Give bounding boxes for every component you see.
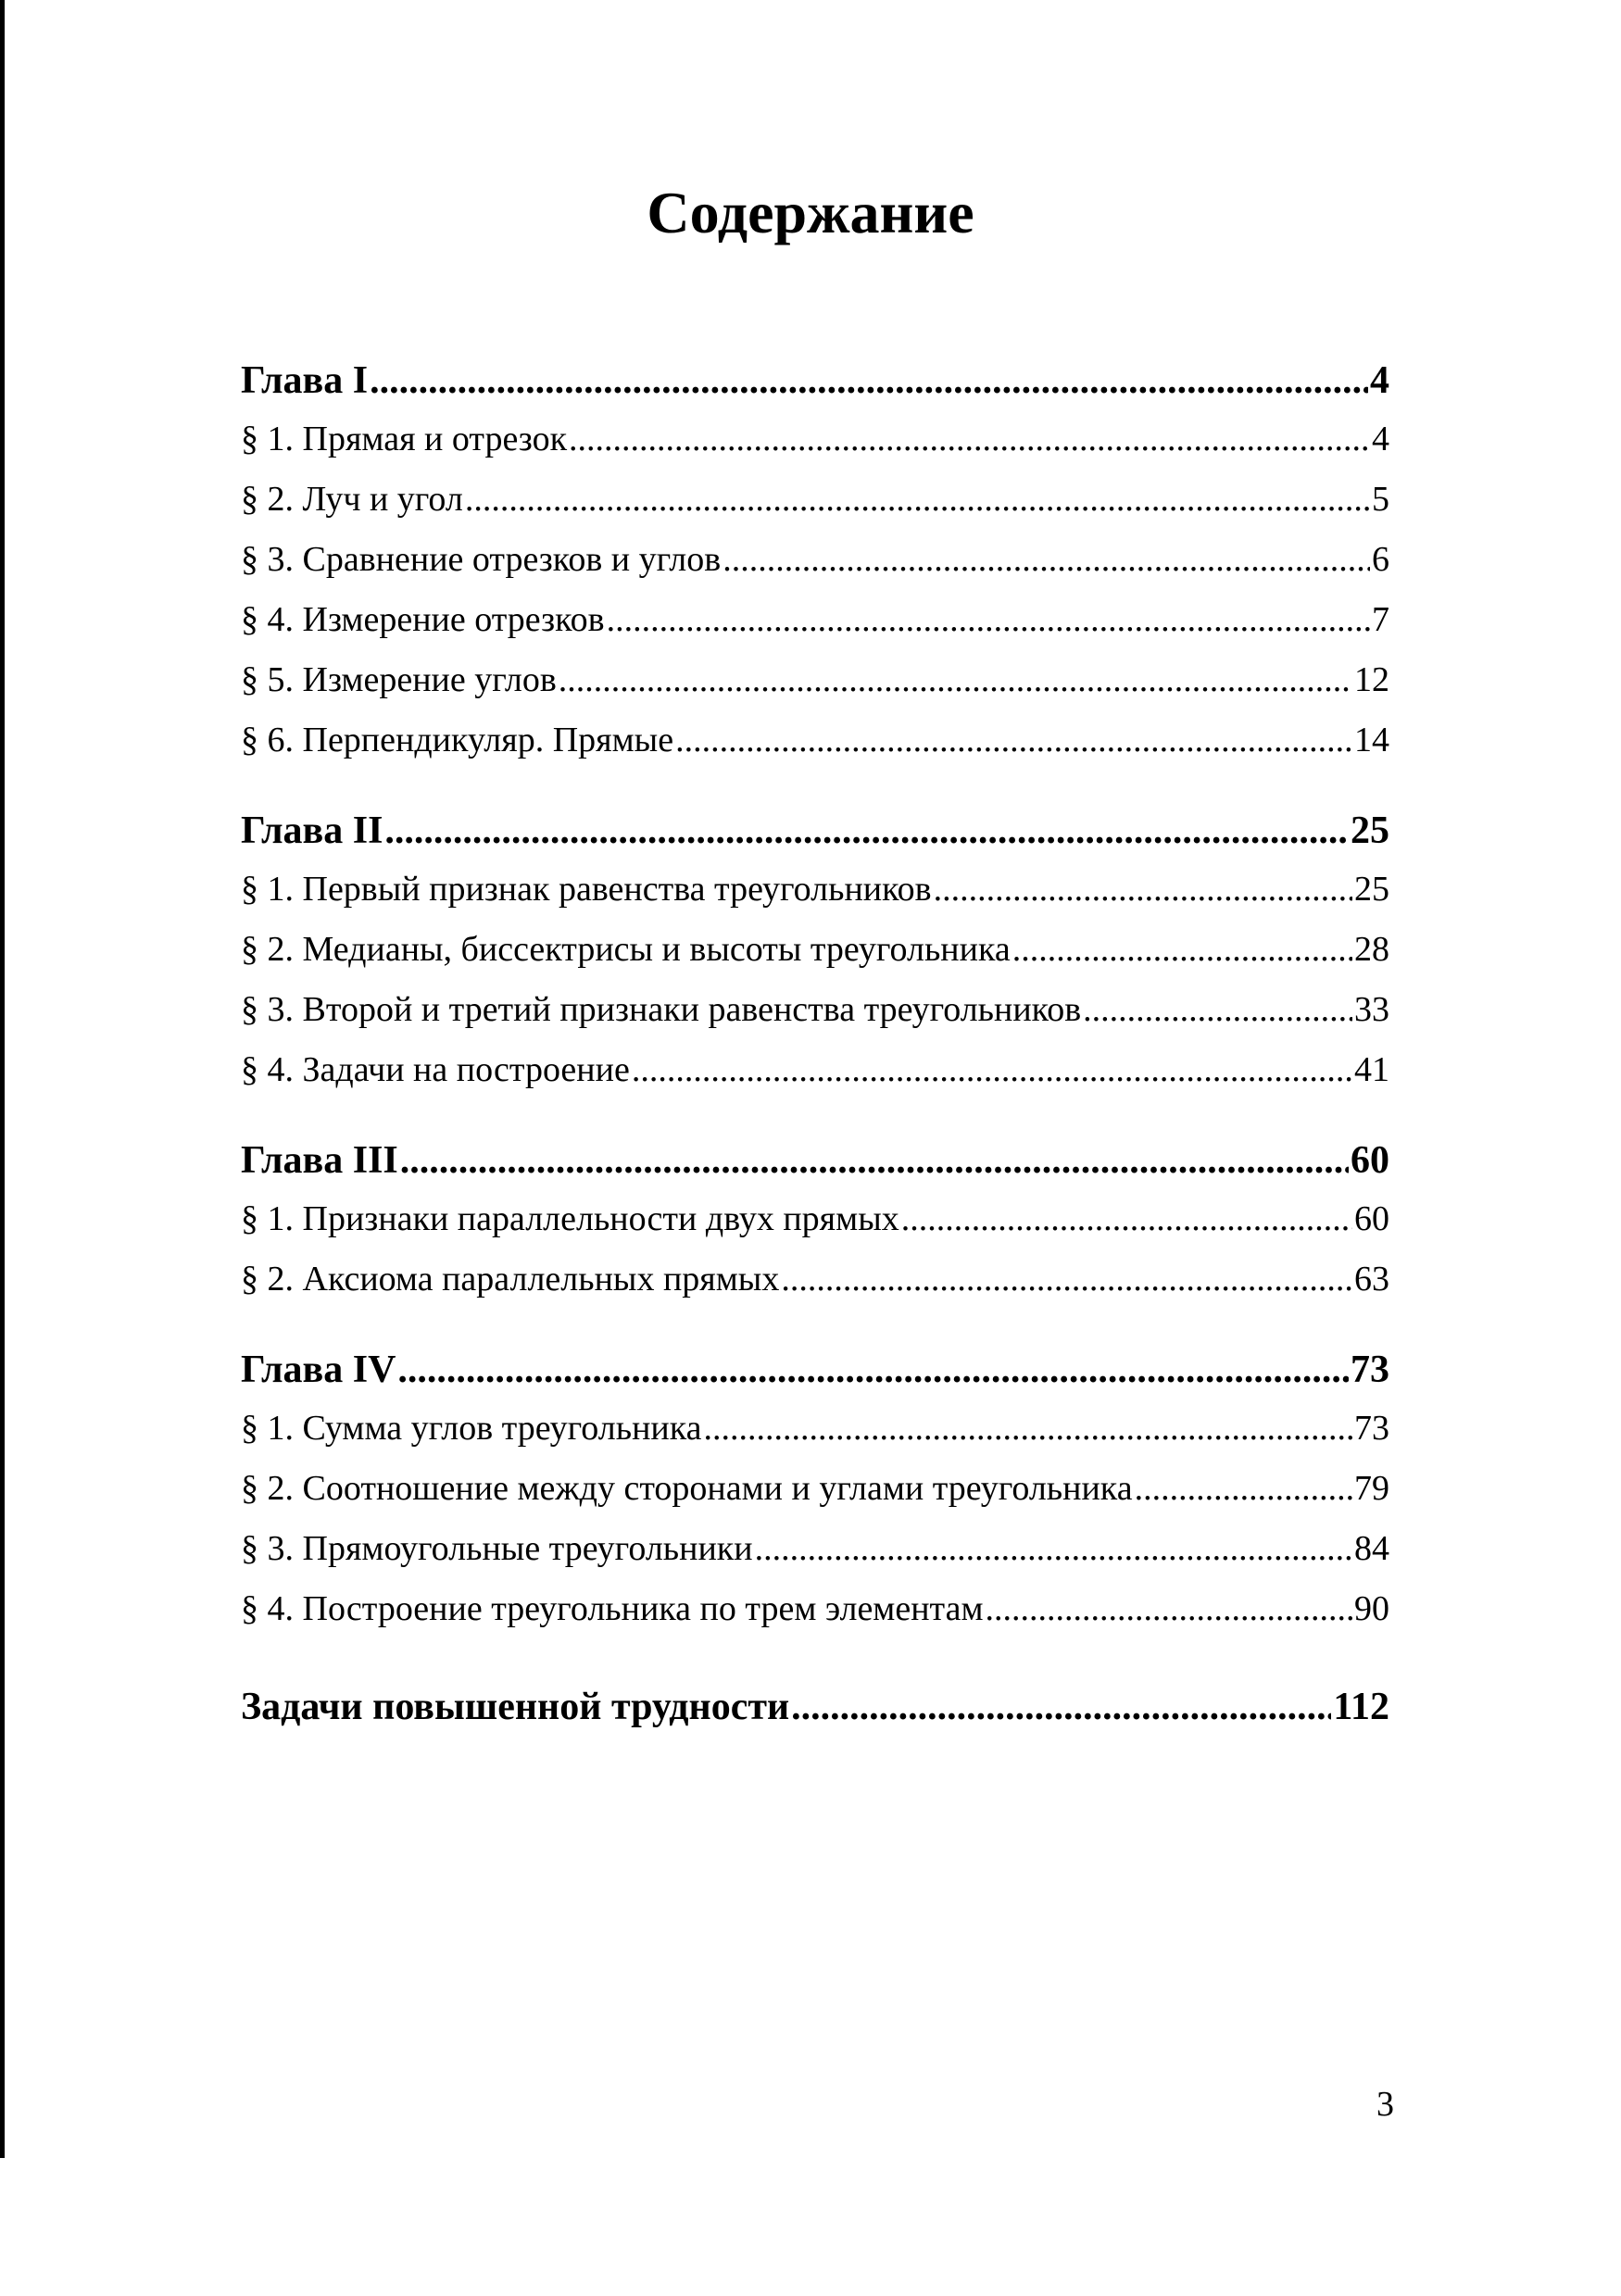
toc-section[interactable] (241, 530, 1389, 590)
chapter-label: Глава II (241, 809, 383, 852)
toc-chapter-3[interactable] (241, 1132, 1389, 1189)
chapter-page-number: 4 (1370, 359, 1389, 402)
toc-section[interactable] (241, 1040, 1389, 1100)
chapter-page-number: 73 (1351, 1349, 1389, 1391)
dot-leader (675, 710, 1352, 771)
section-page-number: 84 (1354, 1529, 1389, 1568)
dot-leader (569, 409, 1370, 470)
section-label: § 1. Прямая и отрезок (241, 420, 568, 458)
chapter-page-number: 60 (1351, 1139, 1389, 1182)
toc-section[interactable] (241, 1249, 1389, 1310)
dot-leader (901, 1189, 1352, 1249)
chapter-label: Глава III (241, 1139, 398, 1182)
section-label: § 1. Первый признак равенства треугольников (241, 870, 932, 909)
toc-section[interactable] (241, 1189, 1389, 1249)
chapter-label: Глава IV (241, 1349, 396, 1391)
toc-section[interactable] (241, 1519, 1389, 1579)
section-page-number: 4 (1372, 420, 1389, 458)
final-entry-label: Задачи повышенной трудности (241, 1686, 790, 1728)
section-page-number: 5 (1372, 480, 1389, 519)
section-page-number: 28 (1354, 930, 1389, 969)
section-page-number: 33 (1354, 990, 1389, 1029)
dot-leader (934, 859, 1352, 920)
dot-leader (781, 1249, 1352, 1310)
section-label: § 6. Перпендикуляр. Прямые (241, 721, 674, 759)
section-page-number: 41 (1354, 1050, 1389, 1089)
toc-chapter-2[interactable] (241, 802, 1389, 859)
section-page-number: 7 (1372, 600, 1389, 639)
section-label: § 1. Сумма углов треугольника (241, 1409, 702, 1448)
toc-section[interactable] (241, 859, 1389, 920)
toc-chapter-4[interactable] (241, 1341, 1389, 1399)
section-page-number: 73 (1354, 1409, 1389, 1448)
section-label: § 2. Медианы, биссектрисы и высоты треугольника (241, 930, 1011, 969)
section-page-number: 90 (1354, 1589, 1389, 1628)
page-title: Содержание (647, 180, 974, 245)
toc-section[interactable] (241, 1399, 1389, 1459)
section-label: § 4. Задачи на построение (241, 1050, 630, 1089)
toc-section[interactable] (241, 590, 1389, 650)
dot-leader (755, 1519, 1352, 1579)
dot-leader (1135, 1459, 1352, 1519)
dot-leader (370, 352, 1368, 409)
section-page-number: 63 (1354, 1260, 1389, 1299)
chapter-label: Глава I (241, 359, 369, 402)
section-label: § 3. Второй и третий признаки равенства треугольников (241, 990, 1082, 1029)
dot-leader (607, 590, 1370, 650)
section-page-number: 12 (1354, 660, 1389, 699)
section-page-number: 6 (1372, 540, 1389, 579)
section-label: § 2. Луч и угол (241, 480, 463, 519)
dot-leader (397, 1341, 1349, 1399)
dot-leader (986, 1579, 1352, 1639)
section-label: § 3. Сравнение отрезков и углов (241, 540, 722, 579)
section-label: § 2. Аксиома параллельных прямых (241, 1260, 780, 1299)
toc-hard-problems[interactable] (241, 1678, 1389, 1736)
dot-leader (632, 1040, 1352, 1100)
section-page-number: 25 (1354, 870, 1389, 909)
toc-section[interactable] (241, 980, 1389, 1040)
toc-section[interactable] (241, 470, 1389, 530)
dot-leader (723, 530, 1370, 590)
toc-section[interactable] (241, 1459, 1389, 1519)
section-label: § 5. Измерение углов (241, 660, 557, 699)
dot-leader (791, 1678, 1331, 1736)
dot-leader (465, 470, 1370, 530)
dot-leader (384, 802, 1349, 859)
dot-leader (1012, 920, 1352, 980)
chapter-page-number: 25 (1351, 809, 1389, 852)
page-number: 3 (1376, 2085, 1394, 2124)
section-label: § 2. Соотношение между сторонами и углами треугольника (241, 1469, 1133, 1508)
dot-leader (1083, 980, 1352, 1040)
toc-section[interactable] (241, 920, 1389, 980)
toc-section[interactable] (241, 650, 1389, 710)
toc-section[interactable] (241, 1579, 1389, 1639)
section-label: § 4. Измерение отрезков (241, 600, 605, 639)
dot-leader (400, 1132, 1349, 1189)
toc-section[interactable] (241, 409, 1389, 470)
dot-leader (704, 1399, 1352, 1459)
dot-leader (559, 650, 1352, 710)
toc-chapter-1[interactable] (241, 352, 1389, 409)
section-page-number: 60 (1354, 1199, 1389, 1238)
section-page-number: 14 (1354, 721, 1389, 759)
section-label: § 3. Прямоугольные треугольники (241, 1529, 753, 1568)
left-margin-rule (0, 0, 5, 2158)
section-label: § 4. Построение треугольника по трем элементам (241, 1589, 984, 1628)
table-of-contents (241, 352, 1389, 1736)
final-entry-page-number: 112 (1333, 1686, 1389, 1728)
section-page-number: 79 (1354, 1469, 1389, 1508)
toc-section[interactable] (241, 710, 1389, 771)
section-label: § 1. Признаки параллельности двух прямых (241, 1199, 899, 1238)
